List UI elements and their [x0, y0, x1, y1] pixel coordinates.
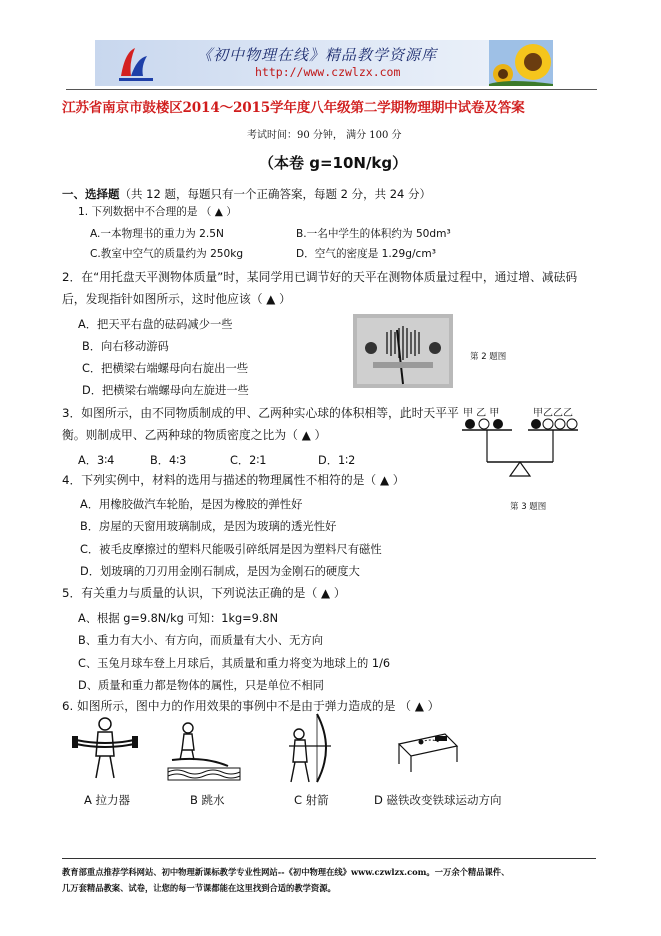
q4-option-a: A．用橡胶做汽车轮胎，是因为橡胶的弹性好: [80, 498, 303, 511]
q3-left-pan-label: 甲 乙 甲: [463, 408, 500, 419]
q3-stem-line1: 3．如图所示，由不同物质制成的甲、乙两种实心球的体积相等，此时天平平: [62, 406, 459, 420]
q6-archery-icon: [287, 712, 333, 784]
q2-stem-line2: 后，发现指针如图所示，这时他应该（ ▲ ）: [62, 292, 291, 306]
q6-label-c: C 射箭: [294, 793, 329, 807]
footer-divider: [62, 858, 596, 859]
q1-option-d: D．空气的密度是 1.29g/cm³: [296, 248, 436, 260]
q6-label-a: A 拉力器: [84, 793, 131, 807]
footer: [62, 864, 509, 896]
q5-option-b: B、重力有大小、有方向，而质量有大小、无方向: [78, 634, 323, 647]
banner-title: 《初中物理在线》精品教学资源库: [197, 46, 438, 64]
page-title: 江苏省南京市鼓楼区2014～2015学年度八年级第二学期物理期中试卷及答案: [62, 100, 525, 116]
banner-url[interactable]: http://www.czwlzx.com: [255, 65, 401, 79]
footer-line2: 几万套精品教案、试卷，让您的每一节课都能在这里找到合适的教学资源。: [62, 883, 336, 893]
q3-figure-caption: 第 3 题图: [510, 502, 547, 512]
q2-option-c: C．把横梁右端螺母向右旋出一些: [82, 362, 249, 375]
q1-option-a: A.一本物理书的重力为 2.5N: [90, 228, 224, 240]
q3-option-d: D．1∶2: [318, 454, 356, 467]
q2-option-b: B．向右移动游码: [82, 340, 169, 353]
q1-stem: 1. 下列数据中不合理的是 （ ▲ ）: [78, 206, 237, 218]
q5-option-d: D、质量和重力都是物体的属性，只是单位不相同: [78, 679, 324, 692]
q4-option-d: D．划玻璃的刀刃用金刚石制成，是因为金刚石的硬度大: [80, 565, 360, 578]
q3-option-a: A．3∶4: [78, 454, 115, 467]
q6-stem: 6. 如图所示，图中力的作用效果的事例中不是由于弹力造成的是 （ ▲ ）: [62, 699, 440, 713]
q6-label-d: D 磁铁改变铁球运动方向: [374, 793, 502, 807]
q2-option-d: D．把横梁右端螺母向左旋进一些: [82, 384, 249, 397]
q3-balance-figure: [460, 418, 580, 480]
q1-option-c: C.教室中空气的质量约为 250kg: [90, 248, 244, 260]
q5-option-a: A、根据 g=9.8N/kg 可知：1kg=9.8N: [78, 612, 279, 625]
q6-magnet-table-icon: [395, 724, 459, 774]
header-divider: [66, 89, 597, 90]
g-note: （本卷 g=10N/kg）: [259, 154, 408, 172]
q4-option-c: C．被毛皮摩擦过的塑料尺能吸引碎纸屑是因为塑料尺有磁性: [80, 543, 382, 556]
q2-figure-caption: 第 2 题图: [470, 352, 507, 362]
q3-stem-line2: 衡。则制成甲、乙两种球的物质密度之比为（ ▲ ）: [62, 428, 327, 442]
q2-stem-line1: 2．在“用托盘天平测物体质量”时，某同学用已调节好的天平在测物体质量过程中，通过增、减砝码: [62, 270, 578, 284]
q4-stem: 4．下列实例中，材料的选用与描述的物理属性不相符的是（ ▲ ）: [62, 473, 405, 487]
q6-diving-icon: [168, 716, 240, 780]
q6-label-b: B 跳水: [190, 793, 225, 807]
section-desc: （共 12 题，每题只有一个正确答案，每题 2 分，共 24 分）: [119, 187, 432, 201]
site-logo-icon: [115, 42, 157, 84]
q3-right-pan-label: 甲乙乙乙: [533, 408, 573, 419]
section-heading: [62, 186, 431, 202]
exam-info: 考试时间：90 分钟， 满分 100 分: [247, 130, 402, 141]
q5-stem: 5．有关重力与质量的认识，下列说法正确的是（ ▲ ）: [62, 586, 346, 600]
q3-option-b: B．4∶3: [150, 454, 187, 467]
site-banner: [95, 40, 553, 86]
section-label: 一、选择题: [62, 187, 120, 201]
footer-line1: 教育部重点推荐学科网站、初中物理新课标教学专业性网站--《初中物理在线》www.czwlzx.com。一万余个精品课件、: [62, 867, 510, 877]
q4-option-b: B．房屋的天窗用玻璃制成，是因为玻璃的透光性好: [80, 520, 337, 533]
q2-option-a: A．把天平右盘的砝码减少一些: [78, 318, 233, 331]
sunflower-icon: [489, 40, 553, 86]
q3-option-c: C．2∶1: [230, 454, 267, 467]
q5-option-c: C、玉兔月球车登上月球后，其质量和重力将变为地球上的 1/6: [78, 657, 391, 670]
q2-balance-pointer-figure: [353, 314, 453, 388]
q1-option-b: B.一名中学生的体积约为 50dm³: [296, 228, 451, 240]
q6-chest-expander-icon: [72, 716, 138, 780]
